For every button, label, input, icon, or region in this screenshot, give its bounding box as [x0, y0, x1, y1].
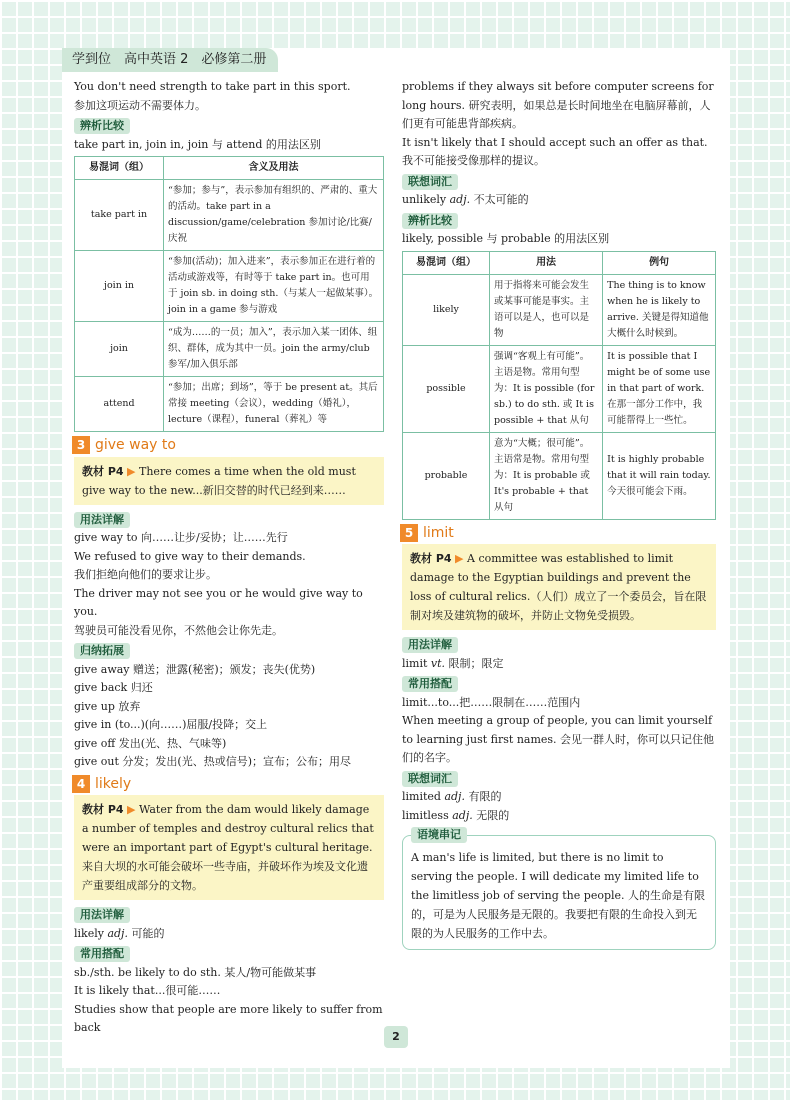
table-row [403, 274, 716, 345]
compare-title: take part in, join in, join 与 attend 的用法区别 [74, 137, 321, 151]
usage-tag: 用法详解 [74, 907, 130, 923]
entry-heading-limit [400, 524, 716, 543]
continued-text: 我不可能接受像那样的提议。 [402, 154, 545, 167]
term-cell: attend [75, 377, 164, 432]
table-row [403, 345, 716, 432]
collocation-line: Studies show that people are more likely to suffer from back [74, 1002, 383, 1034]
example-cell: The thing is to know when he is likely to arrive. 关键是得知道他大概什么时候到。 [603, 274, 716, 345]
usage-line: 我们拒绝向他们的要求让步。 [74, 568, 217, 581]
association-tag: 联想词汇 [402, 174, 458, 190]
assoc-word: limitless [402, 808, 453, 822]
association-line [402, 788, 716, 807]
triangle-icon: ▶ [455, 552, 464, 565]
textbook-quote [74, 795, 384, 900]
textbook-text: Water from the dam would likely damage a number of temples and destroy cultural relics that were an important part of Egypt's cultural heritage. 来自大坝的水可能会破坏一些寺庙，并破坏作为埃及文化遗产重要组成部分的文物。 [82, 803, 374, 892]
term-cell: likely [403, 274, 490, 345]
right-column [402, 78, 716, 950]
usage-line: We refused to give way to their demands. [74, 549, 306, 563]
compare-tag: 辨析比较 [402, 213, 458, 229]
extension-line: give in (to...)(向……)屈服/投降；交上 [74, 718, 268, 731]
term-cell: take part in [75, 180, 164, 251]
table-row [403, 432, 716, 519]
textbook-text: A committee was established to limit damage to the Egyptian buildings and prevent the loss of cultural relics.（人们）成立了一个委员会，旨在限制对埃及建筑物的破坏，并防止文物免受损毁。 [410, 552, 707, 622]
table-header-cell: 易混词（组） [403, 251, 490, 274]
entry-word: limit [423, 524, 454, 541]
triangle-icon: ▶ [127, 464, 136, 478]
collocation-line: When meeting a group of people, you can limit yourself to learning just first names. 会见一群人时，你可以只记住他们的名字。 [402, 714, 715, 764]
term-cell: join in [75, 251, 164, 322]
collocation-line: sb./sth. be likely to do sth. 某人/物可能做某事 [74, 965, 317, 979]
textbook-quote [74, 457, 384, 505]
part-of-speech: adj. [444, 790, 465, 803]
usage-tag: 用法详解 [402, 637, 458, 653]
entry-heading-likely [72, 775, 384, 794]
textbook-quote [402, 544, 716, 630]
compare-title: likely, possible 与 probable 的用法区别 [402, 232, 610, 245]
usage-meaning: 限制；限定 [445, 656, 504, 670]
example-cell: It is highly probable that it will rain today. 今天很可能会下雨。 [603, 432, 716, 519]
textbook-label: 教材 P4 [82, 803, 124, 816]
entry-word: likely [95, 775, 132, 792]
table-header-row [75, 157, 384, 180]
table-header-cell: 用法 [490, 251, 603, 274]
usage-line [402, 655, 716, 674]
intro-example-cn: 参加这项运动不需要体力。 [74, 98, 206, 112]
usage-line: give way to 向……让步/妥协；让……先行 [74, 531, 288, 544]
part-of-speech: adj. [452, 808, 473, 822]
usage-word: limit [402, 656, 431, 670]
usage-line: The driver may not see you or he would give way to you. [74, 586, 363, 618]
context-tag: 语境串记 [411, 827, 467, 843]
entry-number: 5 [400, 524, 418, 542]
intro-example-en: You don't need strength to take part in this sport. [74, 80, 351, 93]
continued-text: It isn't likely that I should accept such an offer as that. [402, 135, 708, 149]
usage-meaning: 可能的 [127, 926, 165, 940]
textbook-text: There comes a time when the old must give way to the new...新旧交替的时代已经到来…… [82, 464, 356, 497]
usage-word: likely [74, 926, 108, 940]
association-tag: 联想词汇 [402, 771, 458, 787]
example-cell: It is possible that I might be of some use in that part of work. 在那一部分工作中，我可能帮得上一些忙。 [603, 345, 716, 432]
assoc-meaning: 不太可能的 [470, 193, 529, 206]
usage-line [74, 925, 384, 944]
term-cell: possible [403, 345, 490, 432]
association-line [402, 191, 716, 210]
table-header-cell: 易混词（组） [75, 157, 164, 180]
extension-line: give back 归还 [74, 681, 153, 694]
table-row [75, 377, 384, 432]
table-row [75, 322, 384, 377]
entry-heading-give-way-to [72, 436, 384, 455]
usage-tag: 用法详解 [74, 512, 130, 528]
table-header-row [403, 251, 716, 274]
assoc-meaning: 无限的 [472, 808, 510, 822]
table-header-cell: 含义及用法 [164, 157, 384, 180]
textbook-label: 教材 P4 [82, 464, 124, 478]
term-cell: probable [403, 432, 490, 519]
part-of-speech: adj. [449, 193, 471, 206]
table-row [75, 251, 384, 322]
usage-line: 驾驶员可能没看见你，不然他会让你先走。 [74, 623, 283, 637]
page-number: 2 [384, 1026, 408, 1048]
usage-cell: “参加；出席；到场”，等于 be present at。其后常接 meeting（会议），wedding（婚礼），lecture（课程），funeral（葬礼）等 [164, 377, 384, 432]
header-title: 学到位 高中英语 2 必修第二册 [62, 48, 278, 72]
usage-cell: 用于指将来可能会发生或某事可能是事实。主语可以是人，也可以是物 [490, 274, 603, 345]
association-line [402, 807, 716, 826]
context-memory-box [402, 828, 716, 950]
extension-line: give away 赠送；泄露(秘密)；颁发；丧失(优势) [74, 662, 316, 676]
entry-number: 3 [72, 436, 90, 454]
usage-cell: 强调“客观上有可能”。主语是物。常用句型为：It is possible (for sb.) to do sth. 或 It is possible + that 从句 [490, 345, 603, 432]
usage-cell: 意为“大概；很可能”。主语常是物。常用句型为：It is probable 或 It's probable + that 从句 [490, 432, 603, 519]
running-header [62, 48, 278, 72]
collocation-line: It is likely that...很可能…… [74, 984, 221, 997]
collocation-line: limit...to...把……限制在……范围内 [402, 695, 581, 709]
table-row [75, 180, 384, 251]
usage-cell: “参加(活动)；加入进来”，表示参加正在进行着的活动或游戏等，有时等于 take part in。也可用于 join sb. in doing sth.（与某人一起做某事）。join in a game 参与游戏 [164, 251, 384, 322]
triangle-icon: ▶ [127, 803, 136, 816]
extension-tag: 归纳拓展 [74, 643, 130, 659]
assoc-word: unlikely [402, 193, 450, 206]
take-part-comparison-table [74, 156, 384, 432]
assoc-word: limited [402, 790, 445, 803]
assoc-meaning: 有限的 [464, 790, 502, 803]
part-of-speech: adj. [107, 926, 128, 940]
entry-word: give way to [95, 437, 176, 453]
term-cell: join [75, 322, 164, 377]
continued-text: problems if they always sit before computer screens for long hours. 研究表明，如果总是长时间地坐在电脑屏幕前，人们更有可能患背部疾病。 [402, 80, 714, 130]
textbook-label: 教材 P4 [410, 552, 452, 565]
left-column [74, 78, 384, 1038]
entry-number: 4 [72, 775, 90, 793]
collocation-tag: 常用搭配 [402, 676, 458, 692]
part-of-speech: vt. [430, 656, 446, 670]
likely-comparison-table [402, 251, 716, 520]
extension-line: give up 放弃 [74, 699, 141, 713]
extension-line: give out 分发；发出(光、热或信号)；宣布；公布；用尽 [74, 755, 351, 768]
context-text: A man's life is limited, but there is no limit to serving the people. I will dedicate my limited life to the limitless job of serving the people. 人的生命是有限的，可是为人民服务是无限的。我要把有限的生命投入到无限的为人民服务的工作中去。 [411, 851, 706, 940]
usage-cell: “成为……的一员；加入”，表示加入某一团体、组织、群体，成为其中一员。join the army/club 参军/加入俱乐部 [164, 322, 384, 377]
compare-tag: 辨析比较 [74, 118, 130, 134]
collocation-tag: 常用搭配 [74, 946, 130, 962]
extension-line: give off 发出(光、热、气味等) [74, 736, 227, 750]
table-header-cell: 例句 [603, 251, 716, 274]
usage-cell: “参加；参与”，表示参加有组织的、严肃的、重大的活动。take part in a discussion/game/celebration 参加讨论/比赛/庆祝 [164, 180, 384, 251]
